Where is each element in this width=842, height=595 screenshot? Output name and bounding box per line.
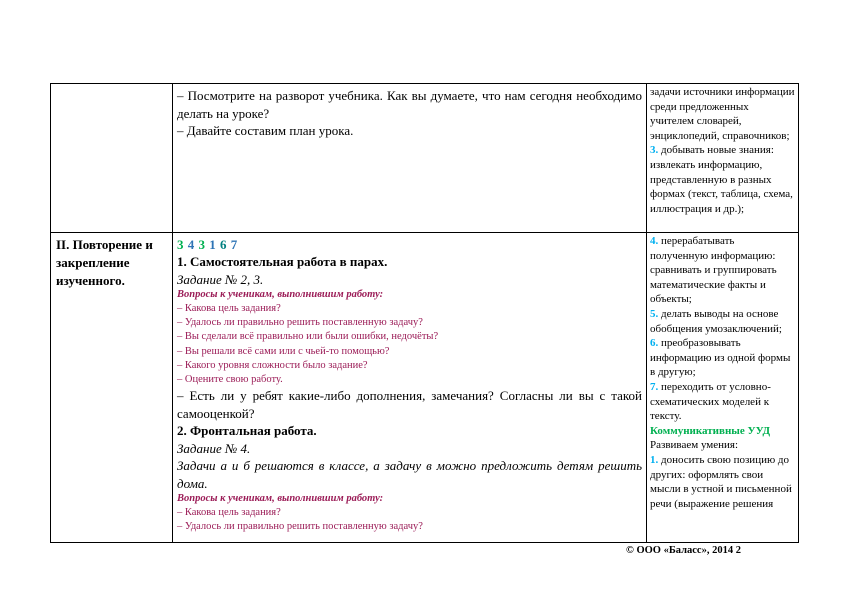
uud-text: делать выводы на основе обобщения умозаключений; — [650, 307, 782, 335]
uud-cell — [647, 84, 799, 233]
task-title: 2. Фронтальная работа. — [177, 423, 317, 439]
uud-text: переходить от условно-схематических моделей к тексту. — [650, 380, 771, 423]
teacher-line: – Давайте составим план урока. — [177, 123, 354, 138]
number-mark: 3 — [177, 237, 184, 252]
extra-question: – Есть ли у ребят какие-либо дополнения, замечания? Согласны ли вы с такой самооценкой? — [177, 388, 642, 421]
question-item: – Вы решали всё сами или с чьей-то помощью? — [177, 345, 390, 357]
number-mark: 3 — [198, 237, 206, 252]
task-reference: Задание № 2, 3. — [177, 271, 264, 287]
stage-cell — [51, 233, 173, 543]
number-mark: 6 — [220, 237, 227, 252]
task-description: Задачи а и б решаются в классе, а задачу в можно предложить детям решить дома. — [177, 458, 642, 491]
task-title: 1. Самостоятельная работа в парах. — [177, 254, 388, 269]
question-item: – Оцените свою работу. — [177, 374, 283, 386]
uud-text: добывать новые знания: извлекать информацию, представленную в разных формах (текст, таблица, схема, иллюстрация и др.); — [650, 144, 793, 215]
question-item: – Какого уровня сложности было задание? — [177, 359, 368, 371]
uud-cell — [647, 233, 799, 543]
question-item: – Какова цель задания? — [177, 303, 281, 314]
page-numbers — [177, 236, 642, 253]
stage-cell — [51, 84, 173, 233]
uud-text: Развиваем умения: — [650, 439, 739, 452]
uud-heading: Коммуникативные УУД — [650, 424, 771, 437]
stage-label: II. Повторение и закрепление изученного. — [56, 237, 153, 288]
uud-text: преобразовывать информацию из одной формы в другую; — [650, 337, 791, 379]
stage-label — [51, 84, 172, 87]
table-row — [51, 84, 799, 233]
uud-number: 3. — [650, 144, 659, 157]
uud-number: 1. — [650, 453, 659, 466]
question-item: – Какова цель задания? — [177, 507, 281, 519]
uud-number: 6. — [650, 337, 659, 350]
question-item: – Удалось ли правильно решить поставленную задачу? — [177, 317, 423, 329]
copyright-footer: © ООО «Баласс», 2014 2 — [626, 545, 741, 556]
questions-heading: Вопросы к ученикам, выполнившим работу: — [177, 493, 384, 505]
uud-text: доносить свою позицию до других: оформлять свои мысли в устной и письменной речи (выражение решения — [650, 453, 792, 510]
uud-number: 7. — [650, 380, 659, 393]
teacher-line: – Посмотрите на разворот учебника. Как вы думаете, что нам сегодня необходимо делать на уроке? — [177, 88, 642, 121]
uud-text: задачи источники информации среди предложенных учителем словарей, энциклопедий, справочников; — [650, 86, 795, 142]
lesson-plan-table — [50, 83, 799, 543]
number-mark: 1 — [209, 237, 217, 252]
content-cell — [173, 84, 647, 233]
number-mark: 7 — [230, 237, 238, 252]
uud-text: перерабатывать полученную информацию: сравнивать и группировать математические факты и объекты; — [650, 235, 777, 306]
uud-number: 4. — [650, 235, 659, 247]
question-item: – Вы сделали всё правильно или были ошибки, недочёты? — [177, 331, 439, 343]
number-mark: 4 — [187, 237, 195, 252]
table-row — [51, 233, 799, 543]
uud-number: 5. — [650, 307, 659, 320]
questions-heading: Вопросы к ученикам, выполнившим работу: — [177, 289, 384, 300]
task-reference: Задание № 4. — [177, 440, 251, 456]
content-cell — [173, 233, 647, 543]
question-item: – Удалось ли правильно решить поставленную задачу? — [177, 521, 423, 533]
